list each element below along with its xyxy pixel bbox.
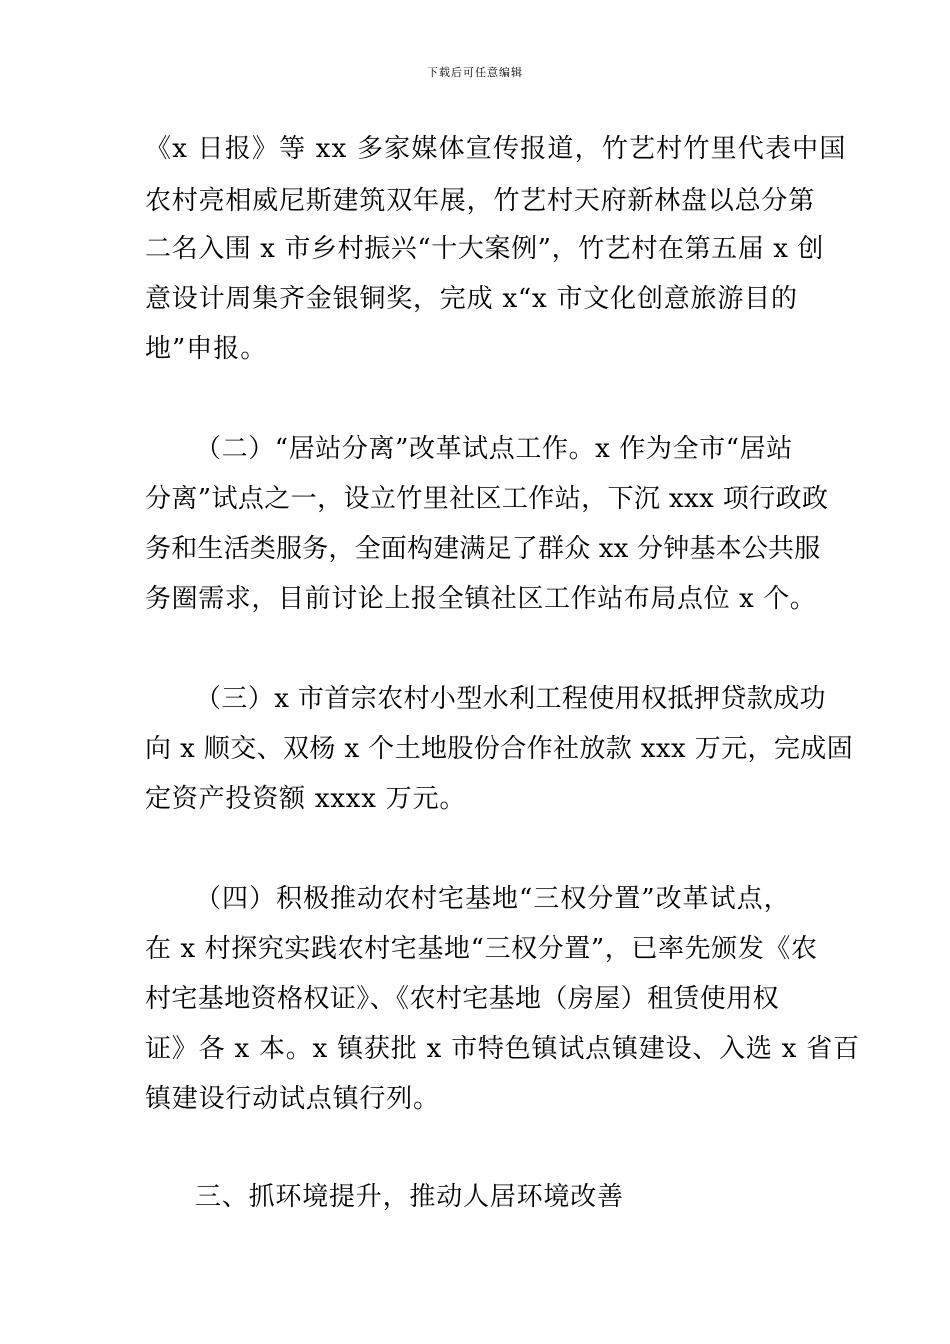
text-line: 意设计周集齐金银铜奖，完成 x“x 市文化创意旅游目的 — [145, 284, 798, 314]
text-line: 农村亮相威尼斯建筑双年展，竹艺村天府新林盘以总分第 — [145, 186, 816, 216]
text-line: （四）积极推动农村宅基地“三权分置”改革试点， — [195, 884, 791, 914]
page-header: 下载后可任意编辑 — [427, 66, 523, 79]
section-heading: 三、抓环境提升，推动人居环境改善 — [195, 1182, 624, 1212]
text-line: 务圈需求，目前讨论上报全镇社区工作站布局点位 x 个。 — [145, 584, 817, 614]
text-line: 证》各 x 本。x 镇获批 x 市特色镇试点镇建设、入选 x 省百 — [145, 1034, 860, 1064]
text-line: 定资产投资额 xxxx 万元。 — [145, 784, 467, 814]
text-line: （三）x 市首宗农村小型水利工程使用权抵押贷款成功 — [195, 684, 826, 714]
text-line: 在 x 村探究实践农村宅基地“三权分置”，已率先颁发《农 — [145, 934, 818, 964]
text-line: 地”申报。 — [145, 334, 268, 364]
text-line: 向 x 顺交、双杨 x 个土地股份合作社放款 xxx 万元，完成固 — [145, 734, 854, 764]
text-line: 务和生活类服务，全面构建满足了群众 xx 分钟基本公共服 — [145, 534, 821, 564]
text-line: 镇建设行动试点镇行列。 — [145, 1084, 440, 1114]
text-line: （二）“居站分离”改革试点工作。x 作为全市“居站 — [195, 434, 793, 464]
text-line: 村宅基地资格权证》、《农村宅基地（房屋）租赁使用权 — [145, 984, 780, 1014]
text-line: 二名入围 x 市乡村振兴“十大案例”，竹艺村在第五届 x 创 — [145, 234, 824, 264]
text-line: 《x 日报》等 xx 多家媒体宣传报道，竹艺村竹里代表中国 — [145, 134, 847, 164]
text-line: 分离”试点之一，设立竹里社区工作站，下沉 xxx 项行政政 — [145, 484, 829, 514]
